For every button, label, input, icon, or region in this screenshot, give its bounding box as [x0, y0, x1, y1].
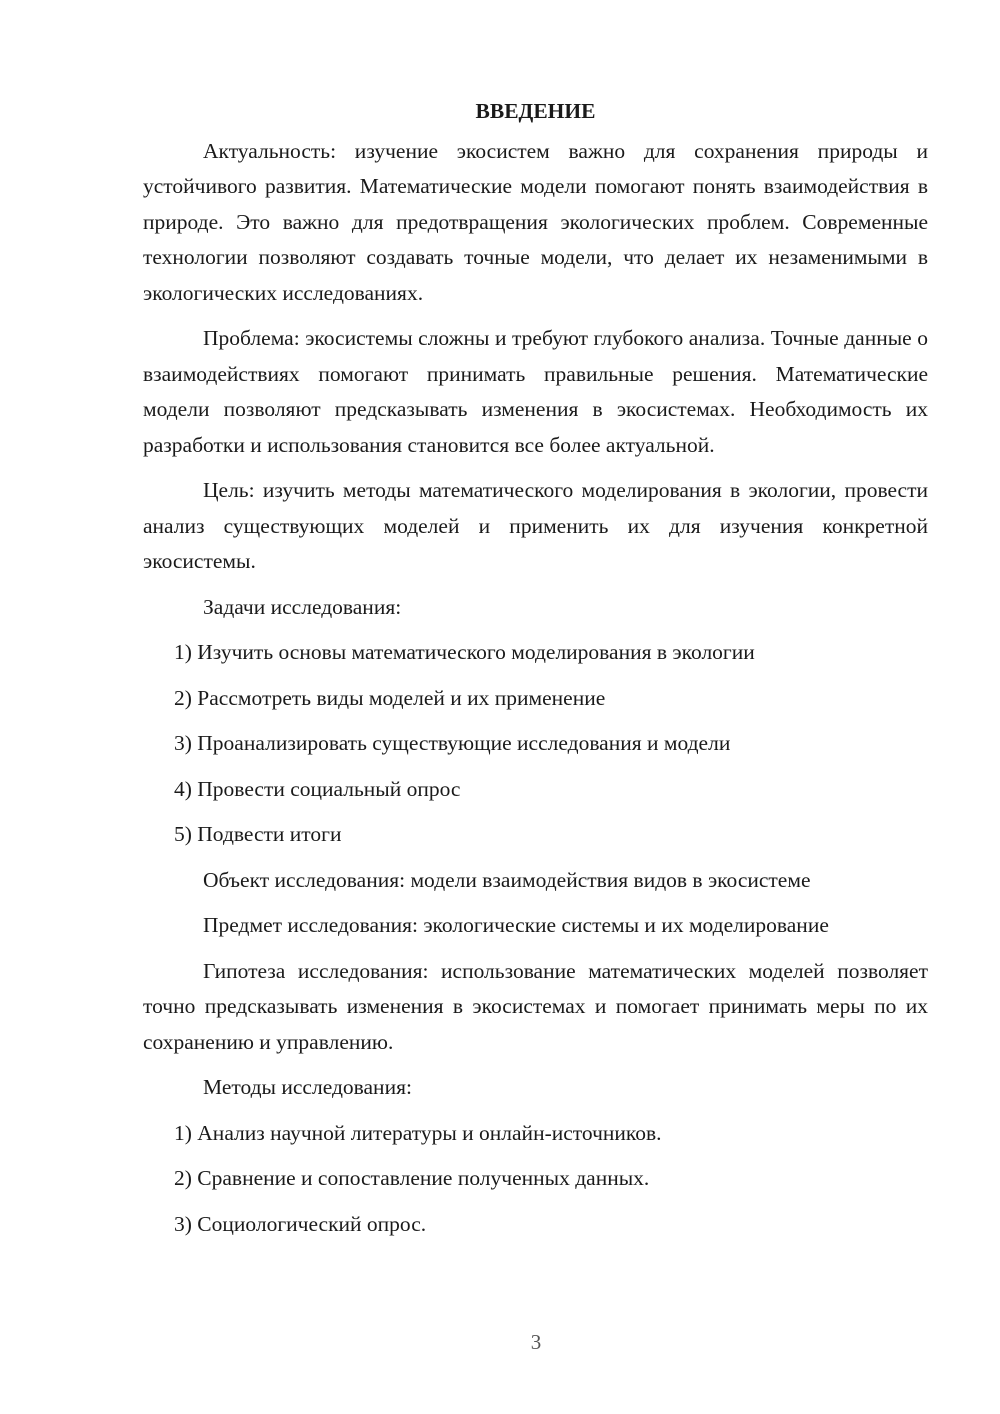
task-item: 3) Проанализировать существующие исследования и модели: [174, 731, 731, 755]
methods-heading: Методы исследования:: [203, 1075, 412, 1099]
relevance-paragraph: Актуальность: изучение экосистем важно для сохранения природы и устойчивого развития. Математические модели помогают понять взаимодействия в природе. Это важно для предотвращения экологических проблем. Современные технологии позволяют создавать точные модели, что делает их незаменимыми в экологических исследованиях.: [143, 138, 928, 305]
goal-paragraph: Цель: изучить методы математического моделирования в экологии, провести анализ существующих моделей и применить их для изучения конкретной экосистемы.: [143, 478, 928, 573]
document-page: [143, 94, 928, 1252]
task-item: 2) Рассмотреть виды моделей и их применение: [174, 685, 606, 710]
method-item: 3) Социологический опрос.: [174, 1211, 427, 1236]
tasks-heading: Задачи исследования:: [203, 594, 402, 619]
problem-paragraph: Проблема: экосистемы сложны и требуют глубокого анализа. Точные данные о взаимодействиях помогают принимать правильные решения. Математические модели позволяют предсказывать изменения в экосистемах. Необходимость их разработки и использования становится все более актуальной.: [143, 326, 928, 457]
task-item: 4) Провести социальный опрос: [174, 776, 461, 801]
tasks-list: [143, 635, 928, 853]
subject-paragraph: Предмет исследования: экологические системы и их моделирование: [203, 913, 829, 937]
task-item: 5) Подвести итоги: [174, 822, 342, 846]
task-item: 1) Изучить основы математического моделирования в экологии: [174, 640, 755, 664]
section-title: ВВЕДЕНИЕ: [475, 99, 596, 123]
hypothesis-paragraph: Гипотеза исследования: использование математических моделей позволяет точно предсказывать изменения в экосистемах и помогает принимать меры по их сохранению и управлению.: [143, 958, 928, 1054]
method-item: 2) Сравнение и сопоставление полученных данных.: [174, 1166, 650, 1190]
methods-list: [143, 1116, 928, 1243]
page-number: 3: [530, 1330, 542, 1354]
method-item: 1) Анализ научной литературы и онлайн-источников.: [174, 1120, 662, 1145]
object-paragraph: Объект исследования: модели взаимодействия видов в экосистеме: [203, 867, 811, 892]
